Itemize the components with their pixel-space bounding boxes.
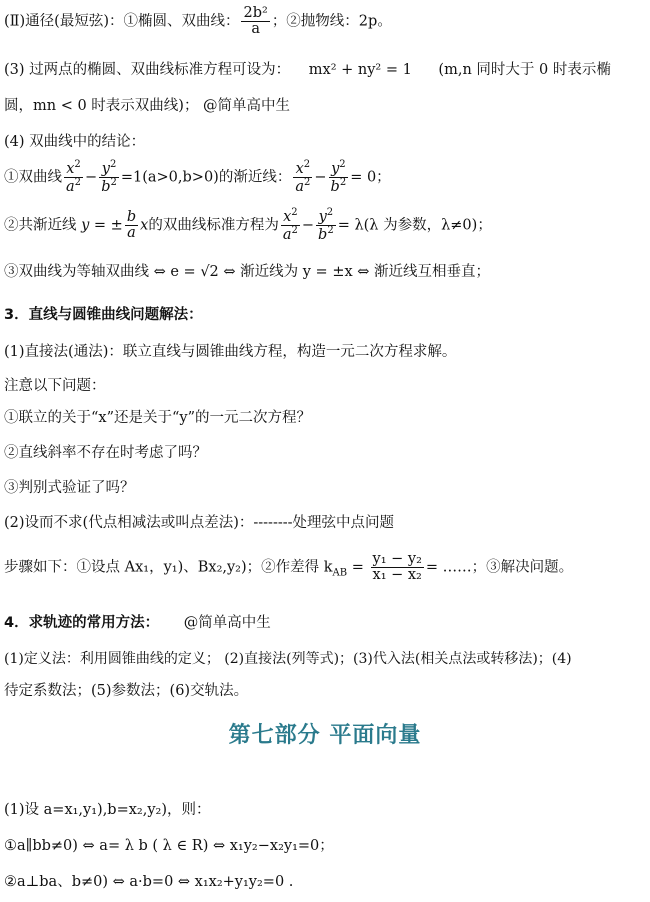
- s3-line1: [4, 62, 644, 79]
- sec4-title: 4．求轨迹的常用方法：: [4, 615, 160, 631]
- steps-sub: AB: [332, 567, 348, 579]
- s4-l2-prefix: ②共渐近线: [4, 217, 77, 234]
- steps-fraction: [371, 552, 424, 583]
- frac-y2b2: $\frac{y^2}{b^2}$: [101, 159, 117, 195]
- chord-suffix: ；②抛物线：2p。: [271, 13, 392, 30]
- chord-fraction: [241, 6, 269, 37]
- sec3-steps: 步骤如下：①设点 Ax₁，y₁)、Bx₂,y₂)；②作差得 $k_{AB}$ = $\frac{\text{y₁ − y₂}}{\text{x₁ − x₂}}$ = ……；③解决问题。: [4, 551, 574, 584]
- frac-ba: $\frac{b}{a}$: [126, 208, 137, 242]
- s3-line2: 圆，mn < 0 时表示双曲线)； @简单高中生: [4, 98, 291, 114]
- s4-l1-tail: = 0；: [350, 169, 391, 186]
- s4-l2-tail: = λ(λ 为参数，λ≠0)；: [337, 217, 492, 234]
- chord-prefix: (Ⅱ)通径(最短弦)：①椭圆、双曲线：: [4, 13, 240, 30]
- chord-frac-num: 2b²: [243, 5, 268, 21]
- sec4-l2: 待定系数法；(5)参数法；(6)交轨法。: [4, 683, 249, 699]
- chord-line: [4, 6, 644, 37]
- sec3-p2: (2)设而不求(代点相减法或叫点差法)：--------处理弦中点问题: [4, 515, 395, 531]
- part7-heading: 第七部分 平面向量: [228, 723, 422, 748]
- s4-line3: ③双曲线为等轴双曲线 ⇔ e = √2 ⇔ 渐近线为 y = ±x ⇔ 渐近线互相垂直；: [4, 264, 491, 280]
- s3-equation: mx² + ny² = 1: [308, 62, 412, 78]
- s4-l1-prefix: ①双曲线: [4, 169, 62, 186]
- steps-prefix: 步骤如下：①设点 Ax₁，y₁)、Bx₂,y₂)；②作差得 k: [4, 559, 333, 576]
- part7-l1: (1)设 a=x₁,y₁),b=x₂,y₂)，则：: [4, 802, 211, 818]
- sec3-q2: ②直线斜率不存在时考虑了吗？: [4, 445, 207, 461]
- frac-x2a2-c: $\frac{x^2}{a^2}$: [282, 207, 298, 243]
- s4-line2: ②共渐近线 y = ± $\frac{b}{a}$ x的双曲线标准方程为 $\frac{x^2}{a^2}$ − $\frac{y^2}{b^2}$ = λ(λ 为参数，λ≠0)；: [4, 207, 492, 243]
- sec3-q1: ①联立的关于“x”还是关于“y”的一元二次方程？: [4, 410, 312, 426]
- sec4-tag: @简单高中生: [183, 615, 271, 631]
- chord-frac-den: a: [251, 21, 260, 38]
- steps-tail: = ……；③解决问题。: [425, 559, 574, 576]
- sec3-title: 3．直线与圆锥曲线问题解法：: [4, 307, 203, 323]
- sec3-p1: (1)直接法(通法)：联立直线与圆锥曲线方程，构造一元二次方程求解。: [4, 344, 457, 360]
- s4-line1: ①双曲线 $\frac{x^2}{a^2}$ − $\frac{y^2}{b^2}$ =1(a>0,b>0)的渐近线： $\frac{x^2}{a^2}$ − $\frac{y^2}{b^2}$ = 0；: [4, 159, 391, 195]
- frac-x2a2: $\frac{x^2}{a^2}$: [66, 159, 82, 195]
- frac-x2a2-b: $\frac{x^2}{a^2}$: [295, 159, 311, 195]
- sec4-title-line: [4, 615, 644, 632]
- frac-y2b2-b: $\frac{y^2}{b^2}$: [330, 159, 347, 195]
- s4-title: (4) 双曲线中的结论：: [4, 134, 146, 150]
- sec4-l1: (1)定义法：利用圆锥曲线的定义； (2)直接法(列等式)；(3)代入法(相关点法或转移法)；(4): [4, 651, 572, 667]
- steps-frac-num: y₁ − y₂: [372, 551, 422, 567]
- part7-l3: ②a⊥ba、b≠0) ⇔ a·b=0 ⇔ x₁x₂+y₁y₂=0 .: [4, 874, 294, 890]
- s4-l1-cond: =1(a>0,b>0)的渐近线：: [120, 169, 292, 186]
- frac-y2b2-c: $\frac{y^2}{b^2}$: [318, 207, 334, 243]
- sec3-q3: ③判别式验证了吗？: [4, 480, 135, 496]
- sec3-note: 注意以下问题：: [4, 378, 106, 394]
- s3-condition: (m,n 同时大于 0 时表示椭: [438, 62, 611, 78]
- s4-l2-mid: 的双曲线标准方程为: [148, 217, 279, 234]
- steps-frac-den: x₁ − x₂: [372, 567, 422, 584]
- part7-l2: ①a∥bb≠0) ⇔ a= λ b ( λ ∈ R) ⇔ x₁y₂−x₂y₁=0；: [4, 838, 334, 854]
- s3-prefix: (3) 过两点的椭圆、双曲线标准方程可设为：: [4, 62, 291, 78]
